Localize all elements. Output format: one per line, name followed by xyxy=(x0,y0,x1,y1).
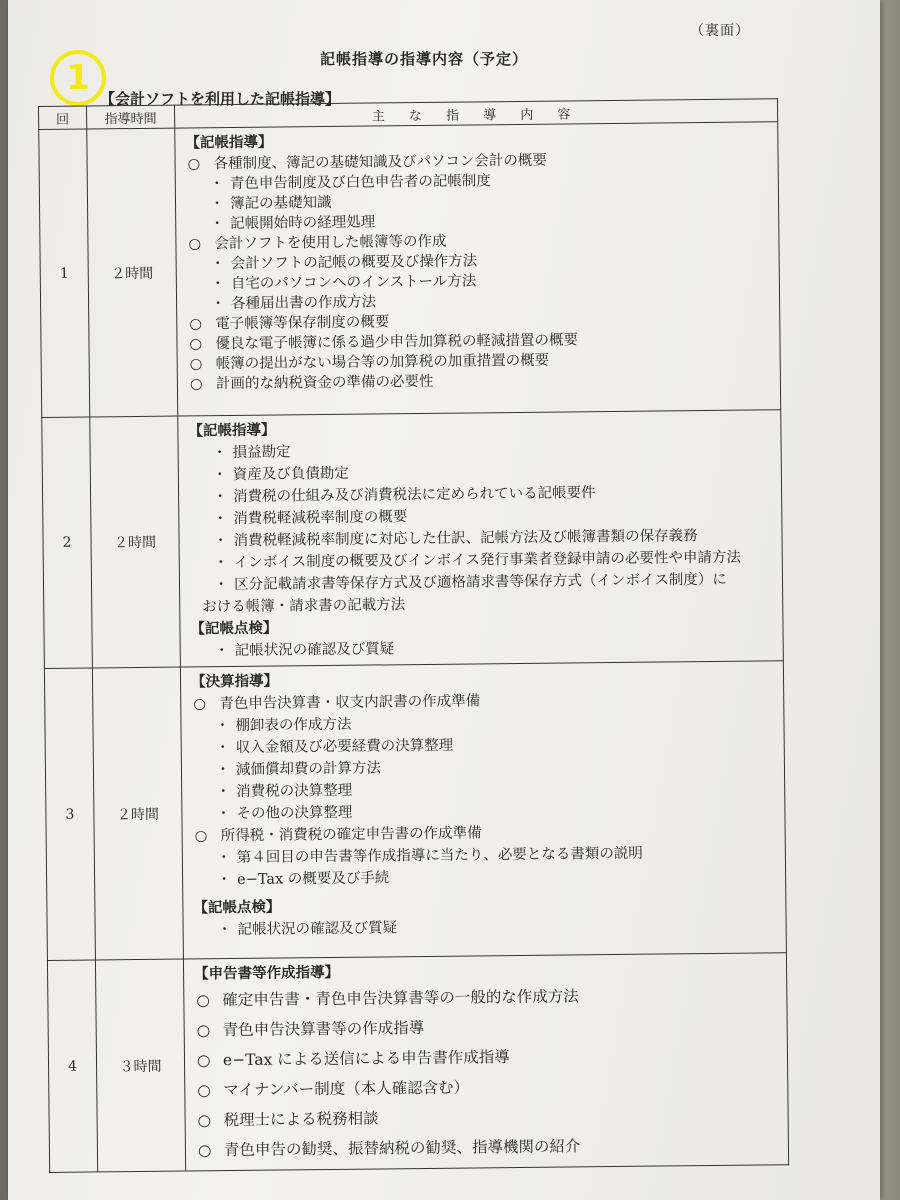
list-item: ・ 資産及び負債勘定 xyxy=(212,465,349,484)
list-item: ○ 各種制度、簿記の基礎知識及びパソコン会計の概要 xyxy=(187,152,547,173)
list-item: ・ 区分記載請求書等保存方式及び適格請求書等保存方式（インボイス制度）に xyxy=(213,571,727,594)
list-item: ○ 帳簿の提出がない場合等の加算税の加重措置の概要 xyxy=(189,352,550,373)
sub-heading: 【記帳指導】 xyxy=(185,133,273,152)
list-item: ○ 確定申告書・青色申告決算書等の一般的な作成方法 xyxy=(196,987,579,1010)
list-item: ・ 消費税の決算整理 xyxy=(215,782,353,801)
list-item: ○ 計画的な納税資金の準備の必要性 xyxy=(189,373,434,393)
circled-number-marker: 1 xyxy=(50,50,106,106)
list-item: ○ 税理士による税務相談 xyxy=(197,1109,379,1130)
list-item: ○ マイナンバー制度（本人確認含む） xyxy=(197,1078,470,1100)
list-item: ・ 簿記の基礎知識 xyxy=(209,194,332,213)
list-item: ・ その他の決算整理 xyxy=(216,804,353,823)
duration: ３時間 xyxy=(95,959,185,1172)
content-cell xyxy=(178,410,784,667)
list-item: ・ 第４回目の申告書等作成指導に当たり、必要となる書類の説明 xyxy=(216,845,643,867)
list-item: ・ 青色申告制度及び白色申告者の記帳制度 xyxy=(209,173,491,193)
content-cell xyxy=(175,122,781,416)
list-item: ○ 青色申告決算書等の作成指導 xyxy=(196,1019,425,1040)
list-item: ・ 自宅のパソコンへのインストール方法 xyxy=(210,273,477,293)
sub-heading: 【申告書等作成指導】 xyxy=(194,963,340,983)
list-item: ・ 消費税の仕組み及び消費税法に定められている記帳要件 xyxy=(212,485,596,506)
guidance-table xyxy=(38,98,789,1173)
round-number: 2 xyxy=(42,417,93,668)
content-cell xyxy=(180,661,786,959)
sub-heading: 【記帳点検】 xyxy=(190,619,278,638)
duration: ２時間 xyxy=(87,128,178,417)
list-item: ・ 記帳開始時の経理処理 xyxy=(209,214,376,233)
list-item: ・ 消費税軽減税率制度に対応した仕訳、記帳方法及び帳簿書類の保存義務 xyxy=(213,528,698,550)
side-label: （裏面） xyxy=(690,23,750,39)
header-content: 主 な 指 導 内 容 xyxy=(174,99,777,128)
sub-heading: 【記帳指導】 xyxy=(188,421,276,440)
round-number: 4 xyxy=(47,960,97,1172)
list-item: ○ 優良な電子帳簿に係る過少申告加算税の軽減措置の概要 xyxy=(189,332,579,353)
list-item-continuation: おける帳簿・請求書の記載方法 xyxy=(202,597,406,616)
header-time: 指導時間 xyxy=(87,105,175,129)
list-item: ・ 収入金額及び必要経費の決算整理 xyxy=(215,737,454,757)
list-item: ・ 記帳状況の確認及び質疑 xyxy=(214,641,395,660)
list-item: ○ 青色申告の勧奨、振替納税の勧奨、指導機関の紹介 xyxy=(197,1137,581,1160)
table-row xyxy=(47,953,788,1173)
list-item: ・ 棚卸表の作成方法 xyxy=(215,716,352,735)
duration: ２時間 xyxy=(90,416,181,668)
list-item: ○ 青色申告決算書・収支内訳書の作成準備 xyxy=(193,693,481,713)
round-number: 1 xyxy=(39,129,90,417)
list-item: ・ e−Tax の概要及び手続 xyxy=(216,870,390,889)
list-item: ・ 減価償却費の計算方法 xyxy=(215,760,382,779)
round-number: 3 xyxy=(44,668,95,960)
list-item: ○ 会計ソフトを使用した帳簿等の作成 xyxy=(188,233,447,253)
list-item: ○ e−Tax による送信による申告書作成指導 xyxy=(196,1048,510,1070)
duration: ２時間 xyxy=(92,667,183,960)
table-row xyxy=(44,661,786,961)
content-cell xyxy=(183,953,788,1171)
header-round: 回 xyxy=(39,106,87,130)
list-item: ・ 消費税軽減税率制度の概要 xyxy=(213,509,408,528)
list-item: ・ 各種届出書の作成方法 xyxy=(210,294,377,313)
list-item: ○ 所得税・消費税の確定申告書の作成準備 xyxy=(194,825,482,845)
page-title: 記帳指導の指導内容（予定） xyxy=(320,50,529,68)
list-item: ○ 電子帳簿等保存制度の概要 xyxy=(189,314,390,333)
sub-heading: 【決算指導】 xyxy=(190,672,279,691)
list-item: ・ インボイス制度の概要及びインボイス発行事業者登録申請の必要性や申請方法 xyxy=(213,549,742,572)
list-item: ・ 損益勘定 xyxy=(212,444,291,462)
table-row xyxy=(42,410,784,669)
sub-heading: 【記帳点検】 xyxy=(193,898,281,917)
section-title: 【会計ソフトを利用した記帳指導】 xyxy=(100,90,341,108)
list-item: ・ 記帳状況の確認及び質疑 xyxy=(217,920,398,939)
list-item: ・ 会計ソフトの記帳の概要及び操作方法 xyxy=(210,253,478,273)
table-row xyxy=(39,122,781,418)
